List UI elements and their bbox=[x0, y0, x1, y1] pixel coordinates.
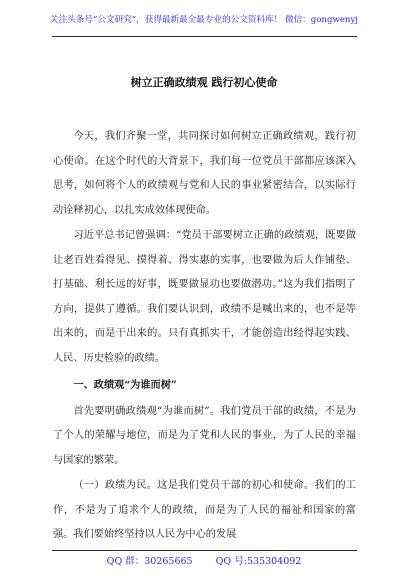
paragraph: 习近平总书记曾强调：“党员干部要树立正确的政绩观，既要做让老百姓看得见、摸得着、得实惠的实事，也要做为后人作铺垫、打基础、利长远的好事，既要做显功也要做潜功。”这为我们指明了方向，提供了遵循。我们要认识到，政绩不是喊出来的，也不是等出来的，而是干出来的。只有真抓实干，才能创造出经得起实践、人民、历史检验的政绩。 bbox=[53, 230, 356, 364]
document-title: 树立正确政绩观 践行初心使命 bbox=[130, 76, 278, 89]
paragraph: 今天，我们齐聚一堂，共同探讨如何树立正确政绩观，践行初心使命。在这个时代的大背景下，我们每一位党员干部都应该深入思考，如何将个人的政绩观与党和人民的事业紧密结合，以实际行动诠释初心，以扎实成效体现使命。 bbox=[53, 131, 356, 216]
footer-qq-number: QQ 号:535304092 bbox=[215, 556, 302, 567]
section-heading: 一、政绩观“为谁而树” bbox=[73, 379, 177, 391]
header-divider bbox=[52, 36, 357, 37]
footer bbox=[0, 555, 408, 568]
paragraph: 首先要明确政绩观“为谁而树”。我们党员干部的政绩，不是为了个人的荣耀与地位，而是为了党和人民的事业，为了人民的幸福与国家的繁荣。 bbox=[53, 405, 356, 466]
footer-qq-group: QQ 群：30265665 bbox=[106, 556, 193, 567]
header-note: 关注头条号“公文研究”，获得最新最全最专业的公文资料库！ 微信：gongwenyj bbox=[50, 15, 358, 25]
footer-divider bbox=[52, 550, 357, 551]
document-body bbox=[53, 125, 356, 549]
paragraph: （一）政绩为民。这是我们党员干部的初心和使命。我们的工作，不是为了追求个人的政绩，而是为了人民的福祉和国家的富强。我们要始终坚持以人民为中心的发展 bbox=[53, 480, 356, 540]
